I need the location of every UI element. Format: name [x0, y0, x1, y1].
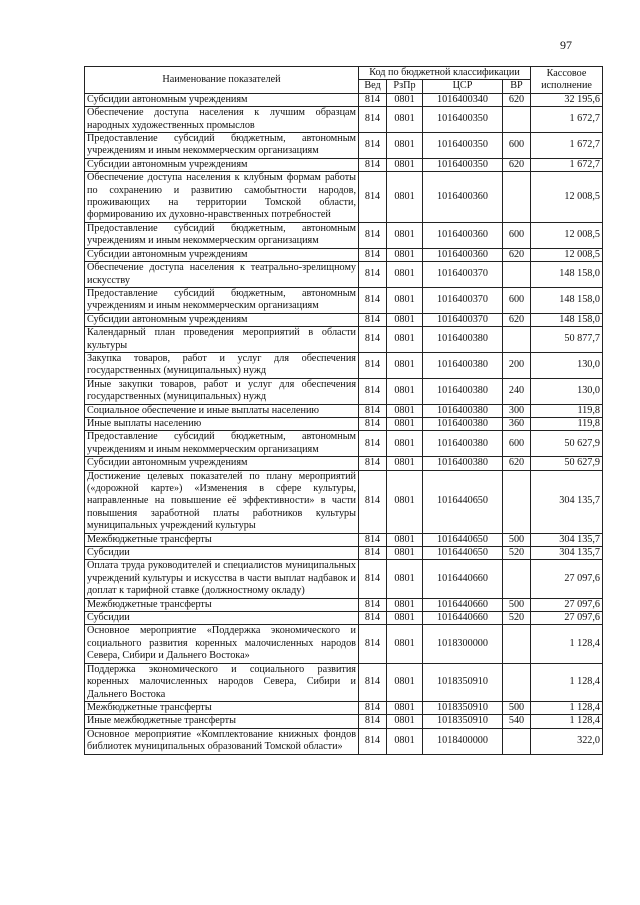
row-amount: 1 128,4 [531, 701, 603, 714]
row-csr: 1016440660 [423, 560, 503, 598]
row-name: Предоставление субсидий бюджетным, автономным учреждениям и иным некоммерческим организациям [85, 222, 359, 248]
row-name: Предоставление субсидий бюджетным, автономным учреждениям и иным некоммерческим организациям [85, 431, 359, 457]
row-csr: 1016400380 [423, 417, 503, 430]
row-ved: 814 [359, 728, 387, 754]
row-ved: 814 [359, 663, 387, 701]
row-rzpr: 0801 [387, 701, 423, 714]
row-amount: 130,0 [531, 352, 603, 378]
row-amount: 119,8 [531, 417, 603, 430]
row-rzpr: 0801 [387, 158, 423, 171]
row-name: Обеспечение доступа населения к лучшим образцам народных художественных промыслов [85, 107, 359, 133]
row-amount: 27 097,6 [531, 598, 603, 611]
row-name: Основное мероприятие «Комплектование книжных фондов библиотек муниципальных образований Томской области» [85, 728, 359, 754]
header-row-1 [85, 67, 603, 80]
row-vr: 620 [503, 158, 531, 171]
row-vr [503, 663, 531, 701]
row-csr: 1016400360 [423, 172, 503, 223]
row-rzpr: 0801 [387, 133, 423, 159]
table-row [85, 172, 603, 223]
row-vr: 360 [503, 417, 531, 430]
table-row [85, 378, 603, 404]
row-ved: 814 [359, 378, 387, 404]
row-csr: 1016400370 [423, 287, 503, 313]
row-vr: 620 [503, 93, 531, 106]
row-ved: 814 [359, 172, 387, 223]
row-name: Достижение целевых показателей по плану мероприятий («дорожной карте») «Изменения в сфере культуры, направленные на повышение её эффективности» в части повышения заработной платы работников культуры муниципальных учреждений культуры [85, 470, 359, 533]
row-name: Субсидии [85, 612, 359, 625]
table-row [85, 287, 603, 313]
row-amount: 148 158,0 [531, 287, 603, 313]
row-name: Оплата труда руководителей и специалистов муниципальных учреждений культуры и искусства в части выплат надбавок и доплат к тарифной ставке (должностному окладу) [85, 560, 359, 598]
row-vr [503, 327, 531, 353]
table-row [85, 93, 603, 106]
row-ved: 814 [359, 93, 387, 106]
row-amount: 50 627,9 [531, 431, 603, 457]
table-row [85, 313, 603, 326]
row-vr: 500 [503, 598, 531, 611]
row-amount: 1 128,4 [531, 625, 603, 663]
row-csr: 1018350910 [423, 701, 503, 714]
row-rzpr: 0801 [387, 598, 423, 611]
table-body [85, 93, 603, 754]
row-rzpr: 0801 [387, 625, 423, 663]
row-name: Календарный план проведения мероприятий в области культуры [85, 327, 359, 353]
header-csr: ЦСР [423, 80, 503, 93]
row-amount: 304 135,7 [531, 470, 603, 533]
row-amount: 50 877,7 [531, 327, 603, 353]
row-name: Субсидии автономным учреждениям [85, 248, 359, 261]
row-amount: 1 128,4 [531, 715, 603, 728]
table-row [85, 404, 603, 417]
row-name: Иные закупки товаров, работ и услуг для обеспечения государственных (муниципальных) нужд [85, 378, 359, 404]
row-vr: 620 [503, 248, 531, 261]
row-amount: 1 672,7 [531, 158, 603, 171]
row-csr: 1018300000 [423, 625, 503, 663]
table-row [85, 663, 603, 701]
row-vr [503, 262, 531, 288]
row-rzpr: 0801 [387, 457, 423, 470]
row-csr: 1016440650 [423, 533, 503, 546]
row-csr: 1016400380 [423, 378, 503, 404]
row-rzpr: 0801 [387, 248, 423, 261]
row-vr: 620 [503, 313, 531, 326]
row-rzpr: 0801 [387, 107, 423, 133]
budget-execution-table [84, 66, 603, 755]
row-rzpr: 0801 [387, 222, 423, 248]
row-amount: 32 195,6 [531, 93, 603, 106]
row-name: Межбюджетные трансферты [85, 701, 359, 714]
row-vr [503, 107, 531, 133]
row-amount: 27 097,6 [531, 560, 603, 598]
table-row [85, 547, 603, 560]
row-amount: 322,0 [531, 728, 603, 754]
row-ved: 814 [359, 222, 387, 248]
table-row [85, 352, 603, 378]
row-vr [503, 560, 531, 598]
table-row [85, 533, 603, 546]
row-ved: 814 [359, 612, 387, 625]
row-rzpr: 0801 [387, 378, 423, 404]
table-row [85, 107, 603, 133]
row-ved: 814 [359, 352, 387, 378]
row-rzpr: 0801 [387, 172, 423, 223]
row-csr: 1016440650 [423, 470, 503, 533]
row-csr: 1016400380 [423, 457, 503, 470]
header-cash-execution: Кассовое исполнение [531, 67, 603, 94]
row-rzpr: 0801 [387, 93, 423, 106]
row-rzpr: 0801 [387, 470, 423, 533]
row-name: Межбюджетные трансферты [85, 533, 359, 546]
row-vr: 600 [503, 222, 531, 248]
row-csr: 1018350910 [423, 663, 503, 701]
row-csr: 1016440650 [423, 547, 503, 560]
row-ved: 814 [359, 431, 387, 457]
table-row [85, 701, 603, 714]
table-row [85, 560, 603, 598]
row-csr: 1016400380 [423, 352, 503, 378]
row-amount: 12 008,5 [531, 222, 603, 248]
row-ved: 814 [359, 701, 387, 714]
table-row [85, 625, 603, 663]
row-name: Межбюджетные трансферты [85, 598, 359, 611]
row-name: Предоставление субсидий бюджетным, автономным учреждениям и иным некоммерческим организациям [85, 133, 359, 159]
row-ved: 814 [359, 625, 387, 663]
row-vr: 540 [503, 715, 531, 728]
table-row [85, 715, 603, 728]
row-name: Субсидии автономным учреждениям [85, 457, 359, 470]
row-csr: 1018350910 [423, 715, 503, 728]
row-ved: 814 [359, 598, 387, 611]
row-ved: 814 [359, 404, 387, 417]
table-row [85, 133, 603, 159]
row-rzpr: 0801 [387, 728, 423, 754]
row-ved: 814 [359, 417, 387, 430]
table-row [85, 470, 603, 533]
row-vr: 600 [503, 431, 531, 457]
row-rzpr: 0801 [387, 663, 423, 701]
page-number: 97 [560, 38, 572, 52]
row-name: Субсидии автономным учреждениям [85, 313, 359, 326]
row-vr: 240 [503, 378, 531, 404]
row-rzpr: 0801 [387, 431, 423, 457]
row-ved: 814 [359, 547, 387, 560]
row-rzpr: 0801 [387, 533, 423, 546]
row-ved: 814 [359, 158, 387, 171]
row-rzpr: 0801 [387, 287, 423, 313]
row-csr: 1018400000 [423, 728, 503, 754]
row-vr: 500 [503, 533, 531, 546]
row-name: Основное мероприятие «Поддержка экономического и социального развития коренных малочисленных народов Севера, Сибири и Дальнего Востока» [85, 625, 359, 663]
row-rzpr: 0801 [387, 262, 423, 288]
row-vr [503, 728, 531, 754]
row-vr: 200 [503, 352, 531, 378]
row-csr: 1016400350 [423, 107, 503, 133]
header-name: Наименование показателей [85, 67, 359, 94]
row-name: Иные выплаты населению [85, 417, 359, 430]
row-rzpr: 0801 [387, 715, 423, 728]
row-vr: 600 [503, 133, 531, 159]
row-ved: 814 [359, 457, 387, 470]
row-name: Субсидии автономным учреждениям [85, 93, 359, 106]
row-csr: 1016400340 [423, 93, 503, 106]
header-code-group: Код по бюджетной классификации [359, 67, 531, 80]
row-amount: 148 158,0 [531, 262, 603, 288]
row-amount: 12 008,5 [531, 248, 603, 261]
row-name: Обеспечение доступа населения к клубным формам работы по сохранению и развитию самобытности народов, проживающих на территории Томской области, формированию их духовно-нравственных потребностей [85, 172, 359, 223]
row-name: Социальное обеспечение и иные выплаты населению [85, 404, 359, 417]
row-amount: 1 672,7 [531, 107, 603, 133]
table-row [85, 327, 603, 353]
row-amount: 148 158,0 [531, 313, 603, 326]
row-name: Иные межбюджетные трансферты [85, 715, 359, 728]
row-ved: 814 [359, 107, 387, 133]
header-rzpr: РзПр [387, 80, 423, 93]
row-csr: 1016400370 [423, 262, 503, 288]
row-rzpr: 0801 [387, 612, 423, 625]
row-rzpr: 0801 [387, 313, 423, 326]
table-row [85, 431, 603, 457]
row-ved: 814 [359, 133, 387, 159]
row-name: Субсидии автономным учреждениям [85, 158, 359, 171]
row-vr: 300 [503, 404, 531, 417]
row-rzpr: 0801 [387, 352, 423, 378]
table-row [85, 457, 603, 470]
row-csr: 1016440660 [423, 598, 503, 611]
row-amount: 27 097,6 [531, 612, 603, 625]
row-rzpr: 0801 [387, 417, 423, 430]
row-rzpr: 0801 [387, 560, 423, 598]
row-vr [503, 470, 531, 533]
row-name: Обеспечение доступа населения к театрально-зрелищному искусству [85, 262, 359, 288]
row-amount: 1 672,7 [531, 133, 603, 159]
row-name: Субсидии [85, 547, 359, 560]
table-row [85, 248, 603, 261]
row-vr [503, 172, 531, 223]
row-vr: 620 [503, 457, 531, 470]
row-csr: 1016400350 [423, 133, 503, 159]
row-ved: 814 [359, 287, 387, 313]
table-row [85, 158, 603, 171]
row-rzpr: 0801 [387, 327, 423, 353]
row-amount: 304 135,7 [531, 547, 603, 560]
row-amount: 130,0 [531, 378, 603, 404]
row-vr: 600 [503, 287, 531, 313]
row-amount: 12 008,5 [531, 172, 603, 223]
row-ved: 814 [359, 533, 387, 546]
row-ved: 814 [359, 248, 387, 261]
table-row [85, 222, 603, 248]
header-vr: ВР [503, 80, 531, 93]
table-row [85, 612, 603, 625]
row-csr: 1016400380 [423, 431, 503, 457]
row-ved: 814 [359, 470, 387, 533]
row-csr: 1016400360 [423, 222, 503, 248]
row-csr: 1016400350 [423, 158, 503, 171]
row-vr: 520 [503, 547, 531, 560]
row-amount: 1 128,4 [531, 663, 603, 701]
row-ved: 814 [359, 327, 387, 353]
row-amount: 50 627,9 [531, 457, 603, 470]
table-row [85, 262, 603, 288]
row-name: Предоставление субсидий бюджетным, автономным учреждениям и иным некоммерческим организациям [85, 287, 359, 313]
row-csr: 1016400370 [423, 313, 503, 326]
row-ved: 814 [359, 313, 387, 326]
row-vr: 500 [503, 701, 531, 714]
header-ved: Вед [359, 80, 387, 93]
row-vr [503, 625, 531, 663]
table-row [85, 598, 603, 611]
row-rzpr: 0801 [387, 404, 423, 417]
table-row [85, 728, 603, 754]
row-csr: 1016440660 [423, 612, 503, 625]
row-csr: 1016400380 [423, 327, 503, 353]
row-amount: 304 135,7 [531, 533, 603, 546]
row-csr: 1016400360 [423, 248, 503, 261]
row-ved: 814 [359, 262, 387, 288]
row-amount: 119,8 [531, 404, 603, 417]
table-row [85, 417, 603, 430]
row-name: Поддержка экономического и социального развития коренных малочисленных народов Севера, Сибири и Дальнего Востока [85, 663, 359, 701]
row-ved: 814 [359, 560, 387, 598]
row-name: Закупка товаров, работ и услуг для обеспечения государственных (муниципальных) нужд [85, 352, 359, 378]
row-vr: 520 [503, 612, 531, 625]
row-csr: 1016400380 [423, 404, 503, 417]
row-ved: 814 [359, 715, 387, 728]
row-rzpr: 0801 [387, 547, 423, 560]
